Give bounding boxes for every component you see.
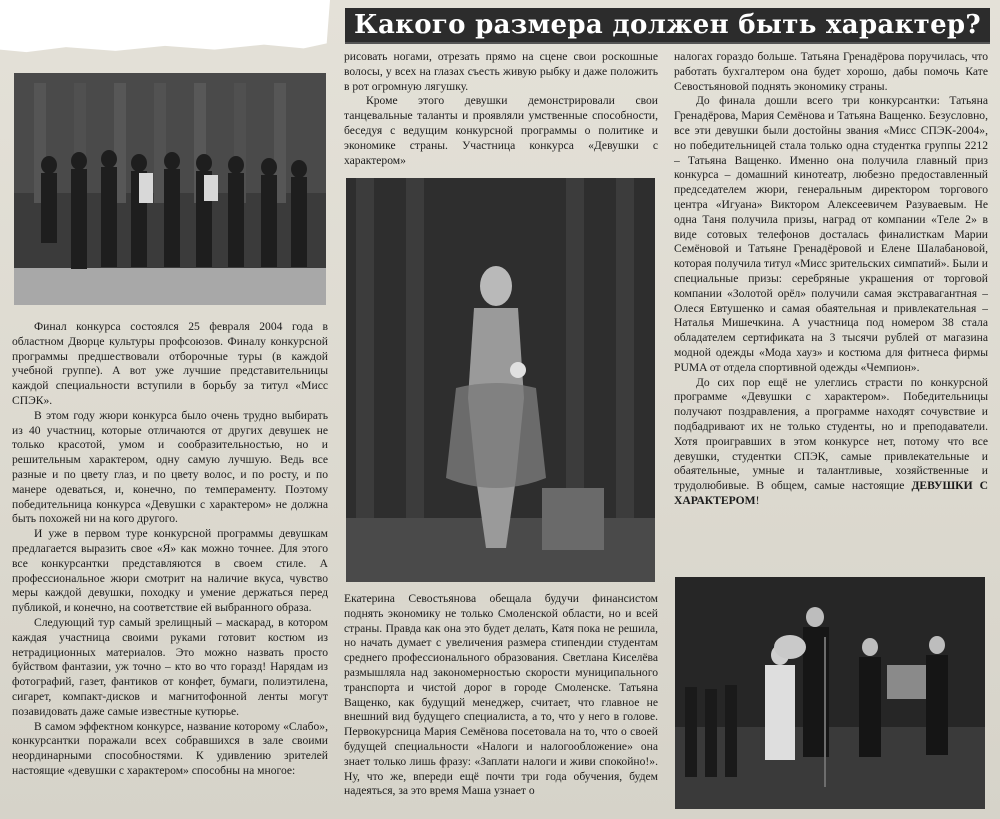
photo-contestant-costume — [346, 178, 655, 582]
paragraph: рисовать ногами, отрезать прямо на сцене свои роскошные волосы, у всех на глазах съесть живую рыбку и даже положить в рот огромную лягушку. — [344, 50, 658, 93]
paragraph: Следующий тур самый зрелищный – маскарад, в котором каждая участница своими руками готовит костюм из нетрадиционных материалов. Это можно назвать просто буйством фантазии, уж точно – кто во что горазд! Нарядам из фотографий, газет, фантиков от конфет, бумаги, полиэтилена, сигарет, компакт-дисков и магнитофонной ленты могут позавидовать даже самые известные кутюрье. — [12, 615, 328, 718]
paragraph: В этом году жюри конкурса было очень трудно выбирать из 40 участниц, которые отличаются от других девушек не только красотой, умом и сообразительностью, но и решительным характером, одну самую лучшую. Ведь все разные и по цвету глаз, и по цвету волос, и по росту, и по манере одеваться, и, конечно, по темпераменту. Поэтому победительница конкурса «Девушки с характером» не должна быть похожей ни на кого другого. — [12, 408, 328, 526]
paragraph: Финал конкурса состоялся 25 февраля 2004 года в областном Дворце культуры профсоюзов. Финалу конкурсной программы предшествовали отборочные туры (в каждой учебной группе). А вот уже лучшие представительницы каждой специальности вступили в борьбу за титул «Мисс СПЭК». — [12, 320, 328, 407]
paragraph: До финала дошли всего три конкурсантки: Татьяна Гренадёрова, Мария Семёнова и Татьяна Ващенко. Безусловно, все эти девушки были достойны звания «Мисс СПЭК-2004», но победительницей стала только одна студентка группы 2212 – Татьяна Ващенко. Именно она получила главный приз конкурса – домашний кинотеатр, любезно предоставленный председателем жюри, генеральным директором торгового центра «Игуана» Виктором Алексеевичем Разуваевым. Не одна Таня получила призы, наград от компании «Теле 2» в виде сотовых телефонов досталась финалисткам Марии Семёновой и Татьяне Гренадёровой и Елене Шалабановой, которая получила титул «Мисс зрительских симпатий». Были и специальные призы: серебряные украшения от торговой компании «Золотой орёл» получили самая экстравагантная – Олеся Евтушенко и самая обаятельная и привлекательная – Наталья Мишечкина. А участница под номером 38 стала обладателем сертификата на 3 тысячи рублей от магазина модной одежды «Мода хауз» и костюма для фитнеса фирмы PUMA от отдела спортивной одежды «Чемпион». — [674, 94, 988, 374]
paragraph: И уже в первом туре конкурсной программы девушкам предлагается выразить свое «Я» как можно точнее. Для этого все конкурсантки представляются в своем стиле. А профессиональное жюри смотрит на наличие вкуса, чувство меры каждой девушки, походку и умение держаться перед публикой, и конечно, на соответствие ей выбранного образа. — [12, 527, 328, 615]
paragraph: налогах гораздо больше. Татьяна Гренадёрова поручилась, что работать бухгалтером она будет хорошо, дабы помочь Кате Севостьяновой поднять экономику страны. — [674, 50, 988, 93]
paragraph: Кроме этого девушки демонстрировали свои танцевальные таланты и проявляли умственные способности, беседуя с ведущим конкурсной программы о политике и экономике страны. Участница конкурса «Девушки с характером» — [344, 94, 658, 167]
article-column-2-bottom — [344, 592, 658, 814]
photo-contestants-on-stage — [14, 73, 326, 305]
article-headline: Какого размера должен быть характер? — [345, 8, 990, 44]
paragraph-text: До сих пор ещё не улеглись страсти по конкурсной программе «Девушки с характером». Победительницы получают поздравления, а программе находят сочувствие и подбадривают их не только студенты, но и преподаватели. Хотя проигравших в этом конкурсе нет, потому что все девушки, студентки СПЭК, самые привлекательные и обаятельные, умные и талантливые, хозяйственные и трудолюбивые. В общем, самые настоящие — [674, 375, 988, 493]
article-column-1 — [12, 320, 328, 815]
closing-punctuation: ! — [755, 493, 760, 507]
closing-emphasis: ДЕВУШКИ С ХАРАКТЕРОМ — [674, 479, 988, 507]
article-column-3 — [674, 50, 988, 570]
paragraph: Екатерина Севостьянова обещала будучи финансистом поднять экономику не только Смоленской области, но и всей страны. Правда как она это будет делать, Катя пока не решила, но начать думает с увеличения размера стипендии студентам среднего профессионального образования. Светлана Киселёва размышляла над закономерностью скорости муниципального транспорта и чистой дорог в городе Смоленске. Татьяна Ващенко, как будущий менеджер, считает, что главное не внешний вид будущего специалиста, а то, что у него в голове. Первокурсница Мария Семёнова посетовала на то, что о своей будущей специальности «Налоги и налогообложение» она знает только лишь фразу: «Заплати налоги и живи спокойно!». Ну, что же, впереди ещё почти три года обучения, будем надеяться, за это время Маша узнает о — [344, 592, 658, 798]
photo-award-ceremony — [675, 577, 985, 809]
article-column-2-top — [344, 50, 658, 175]
paragraph: В самом эффектном конкурсе, название которому «Слабо», конкурсантки поражали всех собравшихся в зале своими неординарными способностями. К удивлению зрителей настоящие «девушки с характером» способны на многое: — [12, 719, 328, 777]
torn-paper-edge — [0, 0, 330, 62]
paragraph — [674, 376, 988, 509]
